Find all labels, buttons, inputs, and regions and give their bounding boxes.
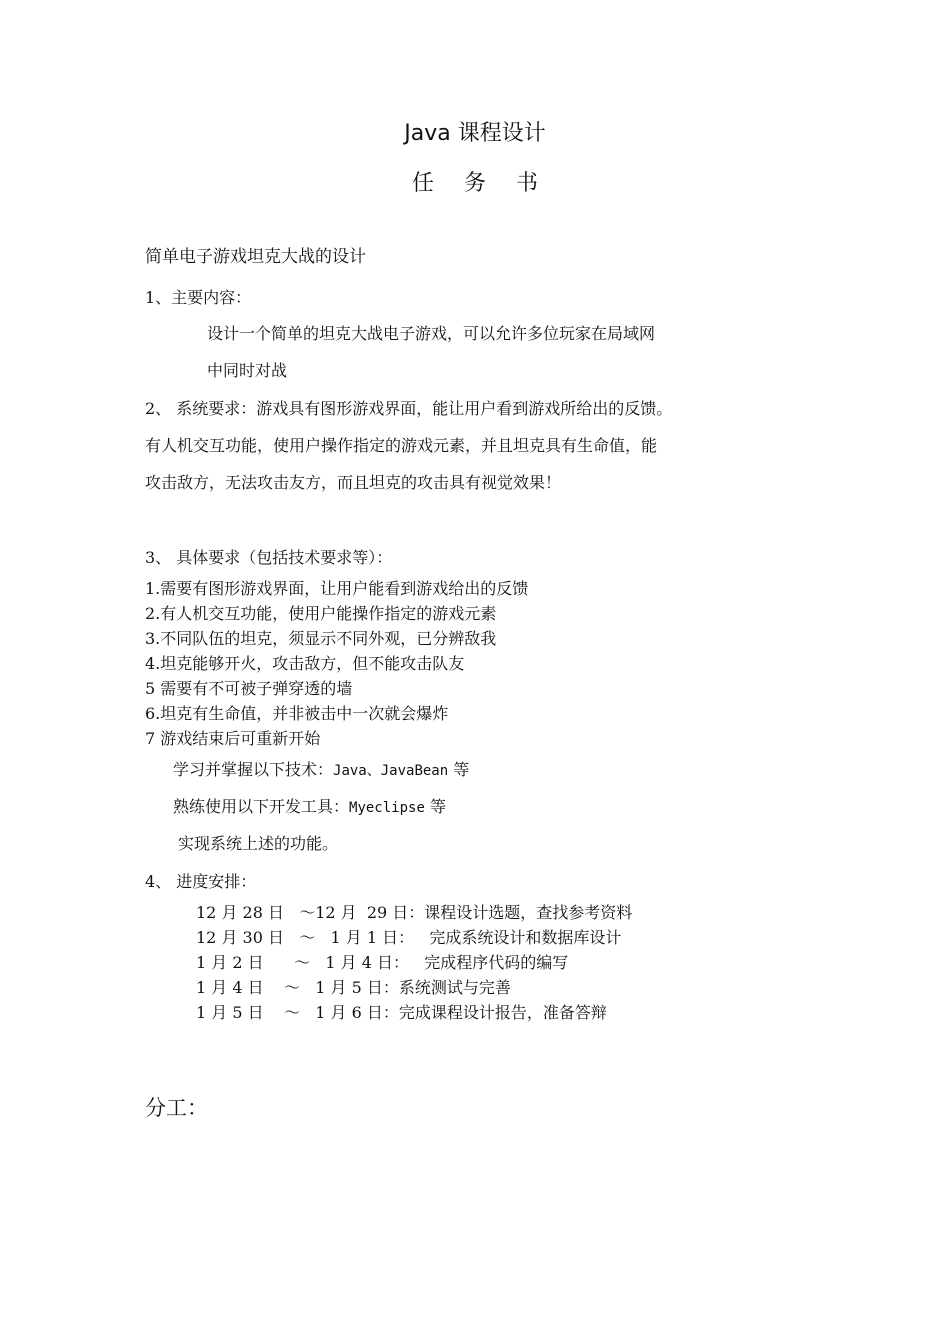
- section1-heading: 1、主要内容：: [145, 288, 252, 307]
- schedule-row: 1 月 2 日 ～ 1 月 4 日： 完成程序代码的编写: [196, 953, 569, 972]
- requirement-item: 3.不同队伍的坦克，须显示不同外观，已分辨敌我: [145, 629, 497, 648]
- tools-prefix: 熟练使用以下开发工具：: [173, 797, 350, 816]
- subtitle-char: 任: [411, 171, 434, 196]
- schedule-row: 1 月 4 日 ～ 1 月 5 日：系统测试与完善: [196, 978, 511, 997]
- subtitle-char: 务: [463, 171, 486, 196]
- requirement-item: 7 游戏结束后可重新开始: [145, 729, 321, 748]
- document-subtitle: [0, 170, 950, 198]
- section1-line: 设计一个简单的坦克大战电子游戏，可以允许多位玩家在局域网: [207, 324, 656, 343]
- requirement-item: 4.坦克能够开火，攻击敌方，但不能攻击队友: [145, 654, 465, 673]
- section2-line: 2、 系统要求：游戏具有图形游戏界面，能让用户看到游戏所给出的反馈。: [145, 399, 673, 418]
- section2-line: 有人机交互功能，使用户操作指定的游戏元素，并且坦克具有生命值，能: [145, 436, 658, 455]
- tech-line: [173, 760, 469, 781]
- tech-value: Java、JavaBean: [333, 763, 449, 779]
- requirement-item: 1.需要有图形游戏界面，让用户能看到游戏给出的反馈: [145, 579, 529, 598]
- tech-prefix: 学习并掌握以下技术：: [173, 760, 334, 779]
- section4-heading: 4、 进度安排：: [145, 872, 257, 891]
- tools-value: Myeclipse: [349, 800, 425, 816]
- section1-line: 中同时对战: [207, 361, 288, 380]
- schedule-row: 12 月 28 日 ～12 月 29 日：课程设计选题，查找参考资料: [196, 903, 633, 922]
- tools-suffix: 等: [424, 797, 446, 816]
- requirement-item: 5 需要有不可被子弹穿透的墙: [145, 679, 353, 698]
- tools-line: [173, 797, 446, 818]
- section3-heading: 3、 具体要求（包括技术要求等）：: [145, 548, 393, 567]
- topic-heading: 简单电子游戏坦克大战的设计: [145, 247, 366, 267]
- schedule-row: 12 月 30 日 ～ 1 月 1 日： 完成系统设计和数据库设计: [196, 928, 622, 947]
- tech-suffix: 等: [448, 760, 470, 779]
- goal-line: 实现系统上述的功能。: [178, 834, 339, 853]
- schedule-row: 1 月 5 日 ～ 1 月 6 日：完成课程设计报告，准备答辩: [196, 1003, 607, 1022]
- subtitle-char: 书: [516, 171, 539, 196]
- division-heading: 分工：: [145, 1096, 208, 1120]
- requirement-item: 2.有人机交互功能，使用户能操作指定的游戏元素: [145, 604, 497, 623]
- document-title: Java 课程设计: [404, 121, 546, 146]
- section2-line: 攻击敌方，无法攻击友方，而且坦克的攻击具有视觉效果！: [145, 473, 562, 492]
- requirement-item: 6.坦克有生命值，并非被击中一次就会爆炸: [145, 704, 449, 723]
